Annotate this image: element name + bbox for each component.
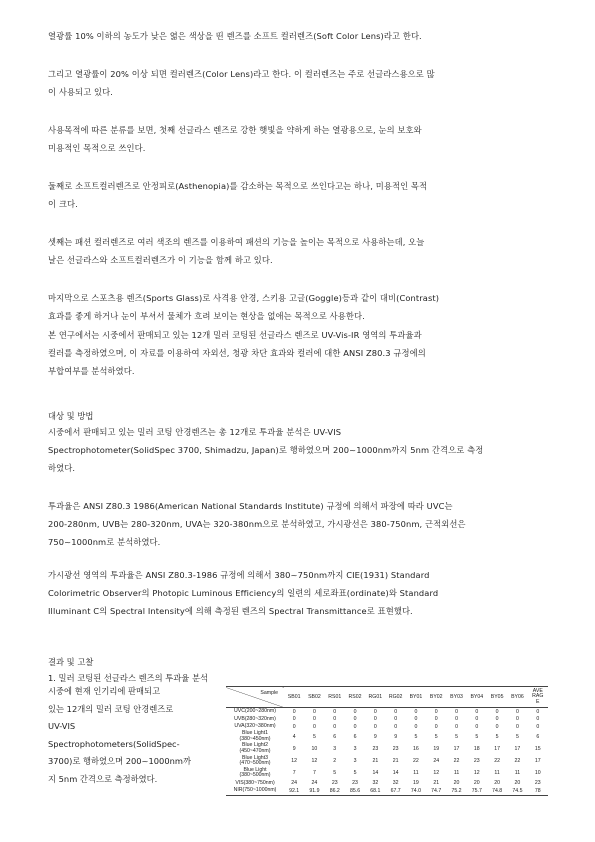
text-line: 있는 12개의 밀러 코팅 안경렌즈로 (48, 703, 174, 714)
table-cell: 67.7 (385, 787, 405, 795)
table-header-row (226, 687, 548, 708)
transmittance-table-container (226, 686, 548, 796)
table-cell: 7 (292, 770, 296, 777)
table-cell: 0 (292, 716, 296, 723)
table-cell: 0 (495, 708, 499, 715)
table-cell: 20 (494, 780, 500, 787)
row-label: Blue Light3 (470~500nm) (239, 754, 271, 767)
table-cell: 0 (515, 716, 519, 723)
text-line: 하였다. (48, 463, 76, 473)
column-header: BY01 (406, 687, 426, 708)
text-line: 시중에 현재 인기리에 판매되고 (48, 686, 161, 696)
table-cell: 0 (313, 708, 316, 715)
table-cell: 7 (313, 770, 316, 777)
table-cell: 19 (433, 746, 440, 753)
table-cell: 0 (536, 708, 540, 715)
table-cell: 5 (455, 733, 458, 740)
text-line: 200-280nm, UVB는 280-320nm, UVA는 320-380nm으로 분석하였고, 가시광선은 380-750nm, 근적외선은 (48, 519, 466, 529)
table-cell: 75.2 (446, 787, 466, 795)
column-header: SB01 (284, 687, 304, 708)
table-cell: 0 (495, 716, 499, 723)
table-cell: 0 (536, 716, 540, 723)
table-cell: 0 (434, 723, 438, 730)
intro-paragraph-3 (48, 121, 553, 157)
table-cell: 78 (528, 787, 548, 795)
row-label: VIS(380~750nm) (235, 779, 275, 786)
table-cell: 5 (495, 733, 499, 740)
table-cell: 0 (455, 708, 458, 715)
intro-paragraph-5 (48, 233, 553, 269)
table-cell: 0 (333, 708, 337, 715)
text-line: 효과를 좋게 하거나 눈이 부셔서 물체가 흐려 보이는 현상을 없애는 목적으로 사용한다. (48, 311, 365, 321)
table-cell: 5 (333, 770, 337, 777)
table-cell: 0 (414, 716, 418, 723)
table-cell: 5 (434, 733, 438, 740)
table-row (226, 716, 548, 724)
table-cell: 74.0 (406, 787, 426, 795)
table-cell: 12 (433, 770, 440, 777)
table-cell: 24 (291, 780, 298, 787)
table-cell: 5 (515, 733, 519, 740)
table-cell: 5 (414, 733, 418, 740)
table-row (226, 743, 548, 755)
table-cell: 0 (475, 723, 479, 730)
table-cell: 4 (292, 733, 296, 740)
row-label: Blue Light2 (450~470nm) (239, 742, 271, 755)
table-cell: 0 (515, 708, 519, 715)
table-cell: 19 (413, 780, 419, 787)
methods-paragraph-2 (48, 497, 553, 551)
table-cell: 2 (333, 758, 337, 765)
text-line: 미용적인 목적으로 쓰인다. (48, 143, 146, 153)
methods-heading: 대상 및 방법 (48, 411, 94, 421)
row-label: NIR(750~1000nm) (226, 787, 284, 795)
table-row (226, 708, 548, 716)
row-label: Blue Light (380~500nm) (239, 766, 271, 779)
table-cell: 0 (455, 723, 458, 730)
table-cell: 0 (373, 708, 377, 715)
table-cell: 0 (455, 716, 458, 723)
table-cell: 14 (392, 770, 399, 777)
table-cell: 10 (534, 770, 541, 777)
table-cell: 0 (414, 723, 418, 730)
results-side-text (48, 683, 220, 789)
transmittance-table (226, 686, 548, 796)
table-cell: 75.7 (467, 787, 487, 795)
table-cell: 23 (352, 780, 358, 787)
table-cell: 68.1 (365, 787, 385, 795)
table-cell: 21 (433, 780, 440, 787)
text-line: 열광률 10% 이하의 농도가 낮은 엷은 색상을 띤 렌즈를 소프트 컬러렌즈(Soft Color Lens)라고 한다. (48, 31, 422, 41)
intro-paragraph-1 (48, 27, 553, 45)
intro-paragraph-7 (48, 326, 553, 380)
table-cell: 0 (333, 716, 337, 723)
text-line: 날은 선글라스와 소프트컬러렌즈가 이 기능을 함께 하고 있다. (48, 255, 273, 265)
text-line: 투과율은 ANSI Z80.3 1986(American National Standards Institute) 규정에 의해서 파장에 따라 UVC는 (48, 501, 453, 511)
table-cell: 0 (353, 723, 357, 730)
text-line: 3700)로 행하였으며 200~1000nm까 (48, 756, 191, 767)
table-row (226, 731, 548, 743)
row-label: UVB(280~320nm) (234, 715, 276, 722)
text-line: 본 연구에서는 시중에서 판매되고 있는 12개 밀러 코팅된 선글라스 렌즈로 UV-Vis-IR 영역의 투과율과 (48, 330, 422, 340)
table-cell: 23 (372, 746, 379, 753)
sample-header-label: Sample (260, 690, 278, 696)
table-cell: 0 (434, 708, 438, 715)
methods-paragraph-1 (48, 423, 553, 477)
table-cell: 0 (292, 723, 296, 730)
table-cell: 86.2 (325, 787, 345, 795)
table-cell: 0 (394, 716, 398, 723)
text-line: 셋째는 패션 컬러렌즈로 여러 색조의 렌즈를 이용하여 패션의 기능을 높이는 목적으로 사용하는데, 오늘 (48, 237, 425, 247)
table-cell: 0 (394, 708, 398, 715)
table-cell: 0 (515, 723, 519, 730)
methods-paragraph-3 (48, 566, 553, 620)
table-cell: 74.8 (487, 787, 507, 795)
text-line: 그리고 열광률이 20% 이상 되면 컬러렌즈(Color Lens)라고 한다. 이 컬러렌즈는 주로 선글라스용으로 많 (48, 69, 435, 79)
text-line: 부합여부를 분석하였다. (48, 366, 135, 376)
row-label: UVC(200~280nm) (234, 708, 276, 714)
table-cell: 23 (331, 780, 338, 787)
text-line: 사용목적에 따른 분류를 보면, 첫째 선글라스 렌즈로 강한 햇빛을 약하게 하는 열광용으로, 눈의 보호와 (48, 125, 422, 135)
column-header: RS01 (325, 687, 345, 708)
text-line: 이 크다. (48, 199, 78, 209)
table-cell: 0 (313, 723, 316, 730)
text-line: Colorimetric Observer의 Photopic Luminous Efficiency의 일련의 세로좌표(ordinate)와 Standard (48, 588, 439, 598)
table-cell: 0 (333, 723, 337, 730)
column-header: RG01 (365, 687, 385, 708)
table-cell: 74.5 (507, 787, 527, 795)
table-cell: 3 (333, 746, 337, 753)
table-cell: 5 (353, 770, 357, 777)
row-label: UVA(320~380nm) (234, 723, 276, 730)
table-cell: 20 (453, 780, 460, 787)
column-header: AVE RAG E (528, 687, 548, 708)
row-label: Blue Light1 (380~450nm) (239, 730, 271, 742)
intro-paragraph-6 (48, 289, 553, 325)
table-cell: 0 (414, 708, 418, 715)
column-header: BY05 (487, 687, 507, 708)
table-cell: 0 (394, 723, 398, 730)
table-row (226, 780, 548, 788)
column-header: SB02 (304, 687, 324, 708)
results-subheading: 1. 밀러 코팅된 선글라스 렌즈의 투과율 분석 (48, 673, 208, 683)
table-row (226, 755, 548, 767)
table-cell: 32 (372, 780, 379, 787)
table-cell: 23 (473, 758, 480, 765)
results-heading: 결과 및 고찰 (48, 657, 94, 667)
table-cell: 3 (353, 758, 357, 765)
text-line: 지 5nm 간격으로 측정하였다. (48, 773, 158, 784)
table-cell: 22 (514, 758, 521, 765)
table-cell: 22 (453, 758, 460, 765)
text-line: Illuminant C의 Spectral Intensity에 의해 측정된 렌즈의 Spectral Transmittance로 표현했다. (48, 606, 413, 616)
table-cell: 0 (536, 723, 540, 730)
table-cell: 23 (534, 780, 541, 787)
table-cell: 0 (475, 716, 479, 723)
column-header: BY02 (426, 687, 446, 708)
table-cell: 0 (373, 716, 377, 723)
table-cell: 91.9 (304, 787, 324, 795)
table-cell: 9 (292, 746, 296, 753)
table-cell: 0 (353, 716, 357, 723)
table-cell: 24 (433, 758, 440, 765)
table-cell: 12 (473, 770, 480, 777)
table-cell: 17 (494, 746, 500, 753)
table-cell: 12 (291, 758, 298, 765)
table-cell: 74.7 (426, 787, 446, 795)
text-line: 750~1000nm로 분석하였다. (48, 537, 161, 547)
table-cell: 21 (392, 758, 399, 765)
intro-paragraph-2 (48, 65, 553, 101)
column-header: RS02 (345, 687, 365, 708)
table-row (226, 723, 548, 731)
table-cell: 12 (311, 758, 318, 765)
table-cell: 22 (413, 758, 419, 765)
text-line: 시중에서 판매되고 있는 밀러 코팅 안경렌즈는 총 12개로 투과율 분석은 UV-VIS (48, 427, 342, 437)
column-header: BY03 (446, 687, 466, 708)
text-line: 이 사용되고 있다. (48, 87, 114, 97)
table-cell: 6 (536, 733, 540, 740)
text-line: UV-VIS (48, 721, 76, 732)
table-row (226, 767, 548, 779)
intro-paragraph-4 (48, 177, 553, 213)
column-header: BY06 (507, 687, 527, 708)
table-cell: 11 (514, 770, 521, 777)
table-cell: 0 (353, 708, 357, 715)
table-row (226, 787, 548, 795)
table-cell: 15 (534, 746, 541, 753)
table-cell: 85.6 (345, 787, 365, 795)
table-cell: 17 (453, 746, 460, 753)
table-cell: 22 (494, 758, 500, 765)
table-cell: 0 (373, 723, 377, 730)
table-cell: 14 (372, 770, 379, 777)
table-cell: 20 (473, 780, 480, 787)
table-cell: 23 (392, 746, 399, 753)
table-cell: 11 (494, 770, 500, 777)
table-cell: 24 (311, 780, 318, 787)
table-cell: 92.1 (284, 787, 304, 795)
table-cell: 9 (394, 733, 398, 740)
text-line: Spectrophotometers(SolidSpec- (48, 738, 180, 749)
table-cell: 0 (313, 716, 316, 723)
table-cell: 5 (475, 733, 479, 740)
text-line: 가시광선 영역의 투과율은 ANSI Z80.3-1986 규정에 의해서 380~750nm까지 CIE(1931) Standard (48, 570, 430, 580)
table-cell: 17 (534, 758, 541, 765)
table-cell: 11 (413, 770, 419, 777)
table-cell: 6 (353, 733, 357, 740)
table-cell: 5 (313, 733, 316, 740)
table-cell: 16 (413, 746, 419, 753)
table-cell: 17 (514, 746, 521, 753)
table-cell: 32 (392, 780, 399, 787)
table-cell: 3 (353, 746, 357, 753)
column-header: BY04 (467, 687, 487, 708)
text-line: 컬러를 측정하였으며, 이 자료를 이용하여 자외선, 청광 차단 효과와 컬러에 대한 ANSI Z80.3 규정에의 (48, 348, 426, 358)
table-cell: 0 (292, 708, 296, 715)
text-line: Spectrophotometer(SolidSpec 3700, Shimadzu, Japan)로 행하였으며 200~1000nm까지 5nm 간격으로 측정 (48, 445, 484, 455)
table-corner-header (226, 687, 284, 708)
table-cell: 11 (453, 770, 460, 777)
column-header: RG02 (385, 687, 405, 708)
table-cell: 10 (311, 746, 318, 753)
table-cell: 20 (514, 780, 521, 787)
table-cell: 21 (372, 758, 379, 765)
text-line: 둘째로 소프트컬러렌즈로 안정피로(Asthenopia)를 감소하는 목적으로 쓰인다고는 하나, 미용적인 목적 (48, 181, 428, 191)
table-cell: 18 (473, 746, 480, 753)
table-cell: 6 (333, 733, 337, 740)
text-line: 마지막으로 스포츠용 렌즈(Sports Glass)로 사격용 안경, 스키용 고글(Goggle)등과 같이 대비(Contrast) (48, 293, 440, 303)
table-cell: 9 (373, 733, 377, 740)
table-cell: 0 (495, 723, 499, 730)
table-cell: 0 (434, 716, 438, 723)
table-cell: 0 (475, 708, 479, 715)
